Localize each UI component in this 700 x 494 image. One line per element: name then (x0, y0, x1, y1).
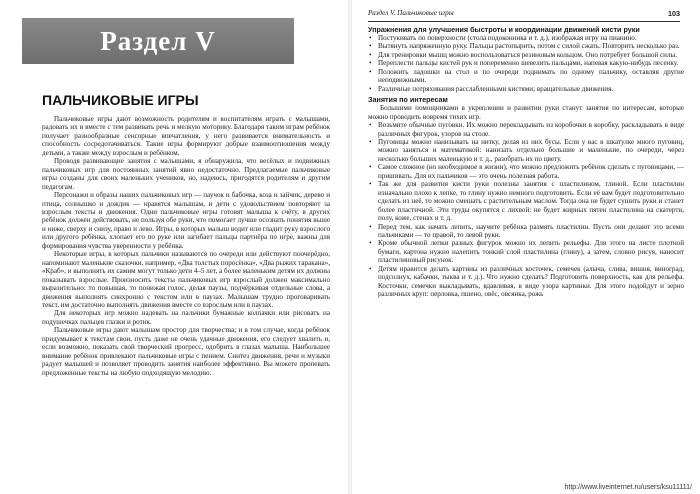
list-item-text: Возьмите обычные пуговки. Их можно перекладывать из коробочки в коробку, раскладывать в виде различных фигурок, узоров на столе. (378, 121, 684, 138)
bullet-icon: • (369, 50, 372, 59)
paragraph: Для некоторых игр можно надевать на пальчики бумажные колпачки или рисовать на подушечках пальцев глазки и ротик. (42, 309, 330, 326)
watermark-url: http://www.liveinternet.ru/users/ksu11111/ (564, 484, 692, 491)
bullet-icon: • (369, 222, 372, 231)
right-page (350, 0, 700, 494)
list-item-text: Детям нравится делать картины из различных косточек, семечек (алыча, слива, вишня, виноград, подсолнух, кабачки, тыква и т. д.). Что нужно сделать? Подготовить поверхность, как для рельефа. Косточки, семечки выкладывать, вдавливая, в виде узора картинки. Для этого подойдут и зерно различных круп: перловка, пшено, овёс, овсянка, рожь (378, 264, 684, 299)
list-item-text: Перед тем, как начать лепить, научите ребёнка размять пластилин. Пусть они делают это всеми пальчиками — то правой, то левой руки. (378, 222, 684, 239)
intro-paragraph: Большими помощниками в укреплении и развитии руки станут занятия по интересам, которые можно проводить вовремя тихих игр. (368, 104, 684, 121)
list-item (368, 180, 684, 222)
bullet-icon: • (369, 67, 372, 76)
bullet-icon: • (369, 239, 372, 248)
subheading-exercises: Упражнения для улучшения быстроты и координации движений кисти руки (368, 25, 640, 34)
list-item-text: Для тренировки мышц можно воспользоваться резиновым кольцом. Оно потребует большой силы. (378, 50, 678, 59)
list-item (368, 68, 684, 85)
list-item (368, 59, 684, 67)
bullet-icon: • (369, 42, 372, 51)
list-item-text: Различные потряхивания расслабленными кистями; вращательные движения. (378, 84, 614, 93)
list-item (368, 34, 684, 42)
bullet-icon: • (369, 121, 372, 130)
left-text-block (42, 92, 330, 377)
running-head (368, 9, 684, 20)
list-item (368, 239, 684, 264)
list-item-text: Кроме обычной лепки разных фигурок можно их лепить рельефы. Для этого на листе плотной бумаги, картона нужно налепить тонкий слой пластилина (глину), а затем, словно рисуя, наносит пластилиновый рисунок. (378, 239, 684, 265)
list-item-text: Переплести пальцы кистей рук и попеременно шевелить пальцами, напевая какую-нибудь песенку. (378, 59, 679, 68)
chapter-title: Раздел V (100, 25, 216, 56)
list-item-text: Так же для развития кисти руки полезны занятия с пластилином, глиной. Если пластилин изначально плохо к лепке, то глину нужно немного подготовить. Если её вам будет подготовительно сделать из неё, то можно смешать с растительным маслом. Тогда она не будет сушить руки и станет более пластичной. Эти труды окупятся с лихвой: не будет жирных пятен пластилина на скатерти, полу, коже, стенах и т. д. (378, 180, 684, 223)
chapter-banner (22, 18, 294, 64)
list-item-text: Положить ладошки на стол и по очереди поднимать по одному пальчику, оставляя другие неподвижными. (378, 67, 684, 85)
header-rule (368, 21, 680, 22)
list-item (368, 85, 684, 93)
running-head-title: Раздел V. Пальчиковые игры (368, 9, 454, 17)
page-number: 103 (668, 9, 680, 18)
section-title: ПАЛЬЧИКОВЫЕ ИГРЫ (42, 92, 199, 108)
list-item-text: Самое сложное (но необходимое в жизни), что можно предложить ребёнок сделать с пуговицами, — пришивать. Для их пальчиков — это очень полезная работа. (378, 163, 684, 180)
list-item (368, 121, 684, 138)
paragraph: Пальчиковые игры дают малышам простор для творчества; и в том случае, когда ребёнок придумывает к текстам свои, пусть даже не очень удачные движения, его следует хвалить и, если возможно, показать свой творческий прогресс, одобрить в глазах малыша. Наибольшее внимание ребёнок привлекают пальчиковые игры с пением. Синтез движения, речи и музыки радует малышей и позволяет проводить занятия наиболее эффективно. Вы можете пропевать предложенные тексты на любую подходящую мелодию. (42, 326, 330, 377)
list-item (368, 138, 684, 163)
bullet-icon: • (369, 137, 372, 146)
paragraph: Некоторые игры, в которых пальчики называются по очереди или действуют поочерёдно, напоминают маленькие сказочки, например, «Два толстых поросёнка», «Два рыжих таракана», «Краб», и выполнять их самим могут только дети 4–5 лет, а более маленьким детям их должны показывать взрослые. Произносить тексты пальчиковых игр взрослый должен максимально выразительно: то повышая, то понижая голос, делая паузы, подчёркивая отдельные слова, а движения выполнять синхронно с текстом или в паузах. Малышам трудно проговаривать текст, им достаточно выполнять движения вместе со взрослым или в паузах. (42, 250, 330, 309)
list-item (368, 223, 684, 240)
paragraph: Персонажи и образы наших пальчиковых игр — паучок и бабочка, коза и зайчик, дерево и птица, солнышко и дождик — нравятся малышам, и дети с удовольствием повторяют за взрослым тексты и движения. Одни пальчиковые игры готовят малыша к счёту, в других ребёнок должен действовать, не пользуя обе руки, что помогает лучше осознать понятия выше и ниже, сверху и снизу, право и лево. Игры, в которых малыш водит или гладит руку взрослого или другого ребёнка, хлопает его по руке или загибает пальцы партнёра по игре, важны для формирования чувства уверенности у ребёнка. (42, 191, 330, 250)
list-item-text: Пуговицы можно нанизывать на нитку, делая из них бусы. Если у вас в шкатулке много пуговиц, можно заняться и математикой: нанизать отдельно большие и маленькие, по очереди, через несколько больших маленькую и т. д., разобрать их по цвету. (378, 137, 684, 163)
activities-list (368, 121, 684, 299)
right-text-block (368, 25, 684, 299)
bullet-icon: • (369, 59, 372, 68)
list-item-text: Постукивать по поверхности (стола подоконника и т. д.), изображая игру на пианино. (378, 34, 637, 42)
bullet-icon: • (369, 264, 372, 273)
list-item (368, 163, 684, 180)
subheading-interests: Занятия по интересам (368, 95, 448, 105)
bullet-icon: • (369, 34, 372, 42)
list-item (368, 265, 684, 299)
exercise-list (368, 34, 684, 93)
list-item (368, 42, 684, 50)
bullet-icon: • (369, 180, 372, 189)
bullet-icon: • (369, 163, 372, 172)
paragraph: Проводя развивающие занятия с малышами, я обнаружила, что весёлых и подвижных пальчиковых игр для постоянных занятий явно недостаточно. Предлагаемые пальчиковые игры созданы для своих маленьких учеников, но, надеюсь, пригодятся родителям и другим педагогам. (42, 157, 330, 191)
bullet-icon: • (369, 84, 372, 93)
paragraph: Пальчиковые игры дают возможность родителям и воспитателям играть с малышами, радовать их и вместе с тем развивать речь и мелкую моторику. Благодаря таким играм ребёнок получает разнообразные сенсорные впечатления, у него развивается внимательность и способность сосредотачиваться. Такие игры формируют добрые взаимоотношения между детьми, а также между взрослым и ребёнком. (42, 115, 330, 157)
list-item-text: Вытянуть напряженную руку. Пальцы растопырить, потом с силой сжать. Повторить несколько раз. (378, 42, 680, 51)
list-item (368, 51, 684, 59)
